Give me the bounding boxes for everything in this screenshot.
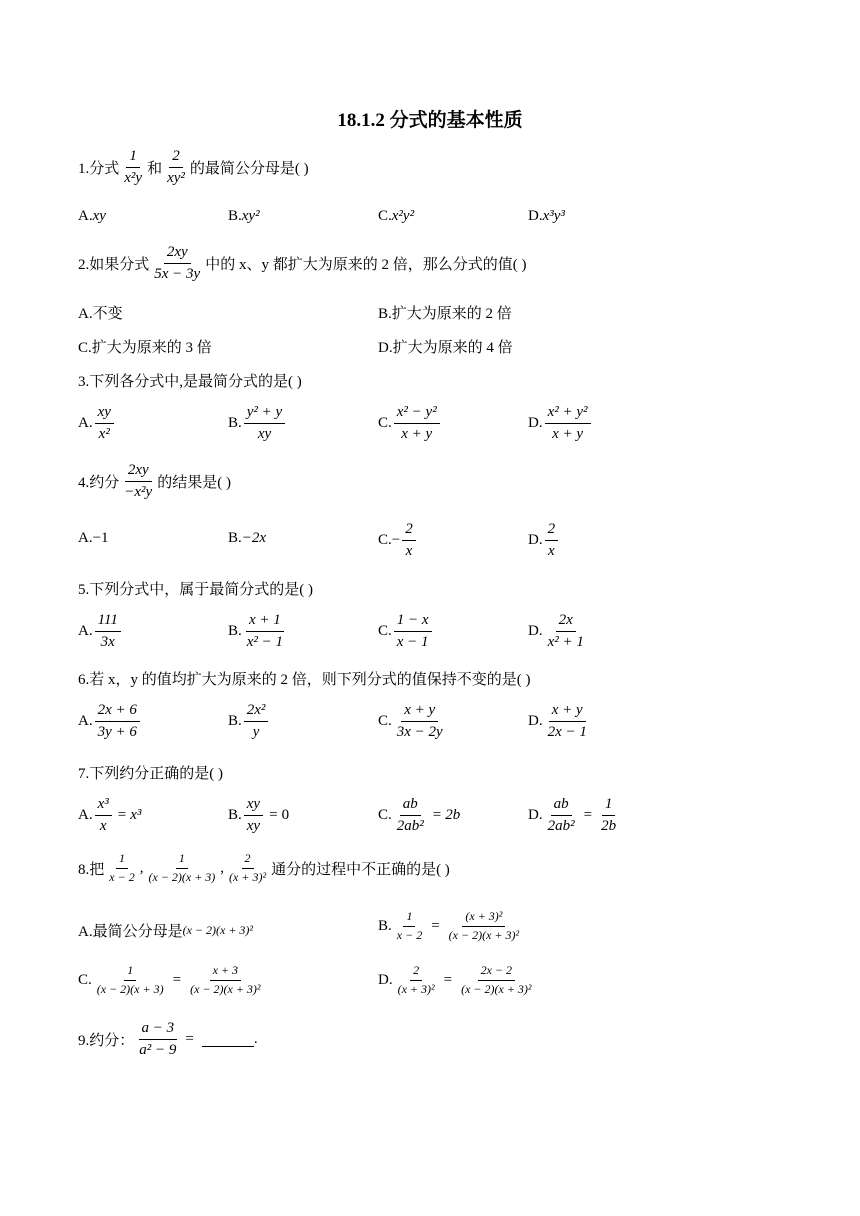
q1-option-a: A. xy [78,208,106,224]
question-4: 4.约分 $\frac{2xy}{\text{−x²y}}$ 的结果是( ) [78,462,231,501]
q5-option-c: C. $\frac{1 - x}{x - 1}$ [378,612,434,652]
q1-option-c: C. x²y² [378,208,415,224]
q8-option-d: D. $\frac{2}{\text{(x + 3)²}}$ = $\frac{2x - 2}{\text{(x − 2)(x + 3)²}}$ [378,963,532,996]
q6-option-a: A. $\frac{2x + 6}{3y + 6}$ [78,702,142,742]
page-title: 18.1.2 分式的基本性质 [337,110,523,131]
question-7: 7.下列约分正确的是( ) [78,766,223,782]
q5-option-a: A. $\frac{111}{3x}$ [78,612,123,652]
q6-option-c: C. $\frac{x + y}{3x - 2y}$ [378,702,443,741]
q1-option-b: B. xy² [228,208,260,224]
q2-option-c: C.扩大为原来的 3 倍 [78,340,212,356]
question-5: 5.下列分式中，属于最简分式的是( ) [78,582,313,598]
q9-fraction: $\frac{a - 3}{\text{a² − 9}}$ [139,1020,177,1059]
q2-option-d: D.扩大为原来的 4 倍 [378,340,513,356]
q8-option-c: C. $\frac{1}{(x - 2)(x + 3)}$ = $\frac{x + 3}{\text{(x − 2)(x + 3)²}}$ [78,963,261,996]
q6-option-d: D. $\frac{x + y}{2x - 1}$ [528,702,587,741]
answer-blank [202,1032,254,1047]
q8-option-a: A.最简公分母是 (x − 2)(x + 3)² [78,923,254,940]
q6-option-b: B. $\frac{\text{2x²}}{y}$ [228,702,270,742]
q4-option-c: C.− $\frac{2}{x}$ [378,521,418,561]
q7-option-c: C. $\frac{ab}{\text{2ab²}}$ = 2b [378,796,461,835]
q3-option-c: C. $\frac{\text{x² − y²}}{x + y}$ [378,404,442,444]
q4-option-a: A. −1 [78,530,109,546]
q7-option-a: A. $\frac{\text{x³}}{x}$ = x³ [78,796,142,835]
q5-option-d: D. $\frac{2x}{\text{x² + 1}}$ [528,612,584,651]
q1-option-d: D. x³y³ [528,208,565,224]
q4-option-b: B. −2x [228,530,267,546]
question-1: 1.分式 $\frac{1}{\text{x²y}}$ 和 $\frac{2}{\text{xy²}}$ 的最简公分母是( ) [78,148,309,187]
q1-fraction-2: $\frac{2}{\text{xy²}}$ [167,148,185,187]
question-8: 8.把 $\frac{1}{x - 2}$ , $\frac{1}{(x - 2)(x + 3)}$ , $\frac{2}{\text{(x + 3)²}}$ 通分的过程中不正确的是( ) [78,851,450,884]
q3-option-a: A. $\frac{xy}{\text{x²}}$ [78,404,116,444]
q4-fraction: $\frac{2xy}{\text{−x²y}}$ [124,462,153,501]
q2-option-a: A.不变 [78,306,123,322]
q8-option-b: B. $\frac{1}{x - 2}$ = $\frac{\text{(x + 3)²}}{\text{(x − 2)(x + 3)²}}$ [378,909,520,942]
q3-option-b: B. $\frac{\text{y² + y}}{xy}$ [228,404,287,444]
question-3: 3.下列各分式中,是最简分式的是( ) [78,374,302,390]
q2-fraction: $\frac{2xy}{5x - 3y}$ [154,244,201,283]
q2-option-b: B.扩大为原来的 2 倍 [378,306,512,322]
q1-fraction-1: $\frac{1}{\text{x²y}}$ [124,148,143,187]
question-6: 6.若 x，y 的值均扩大为原来的 2 倍，则下列分式的值保持不变的是( ) [78,672,531,688]
q7-option-b: B. $\frac{xy}{xy}$ = 0 [228,796,290,835]
q5-option-b: B. $\frac{x + 1}{\text{x² − 1}}$ [228,612,284,651]
question-2: 2.如果分式 $\frac{2xy}{5x - 3y}$ 中的 x、y 都扩大为原来的 2 倍，那么分式的值( ) [78,244,527,283]
q3-option-d: D. $\frac{\text{x² + y²}}{x + y}$ [528,404,593,444]
question-9: 9.约分： $\frac{a - 3}{\text{a² − 9}}$ = . [78,1020,258,1059]
q7-option-d: D. $\frac{ab}{\text{2ab²}}$ = $\frac{1}{2b}$ [528,796,617,835]
q4-option-d: D. $\frac{2}{x}$ [528,521,560,561]
